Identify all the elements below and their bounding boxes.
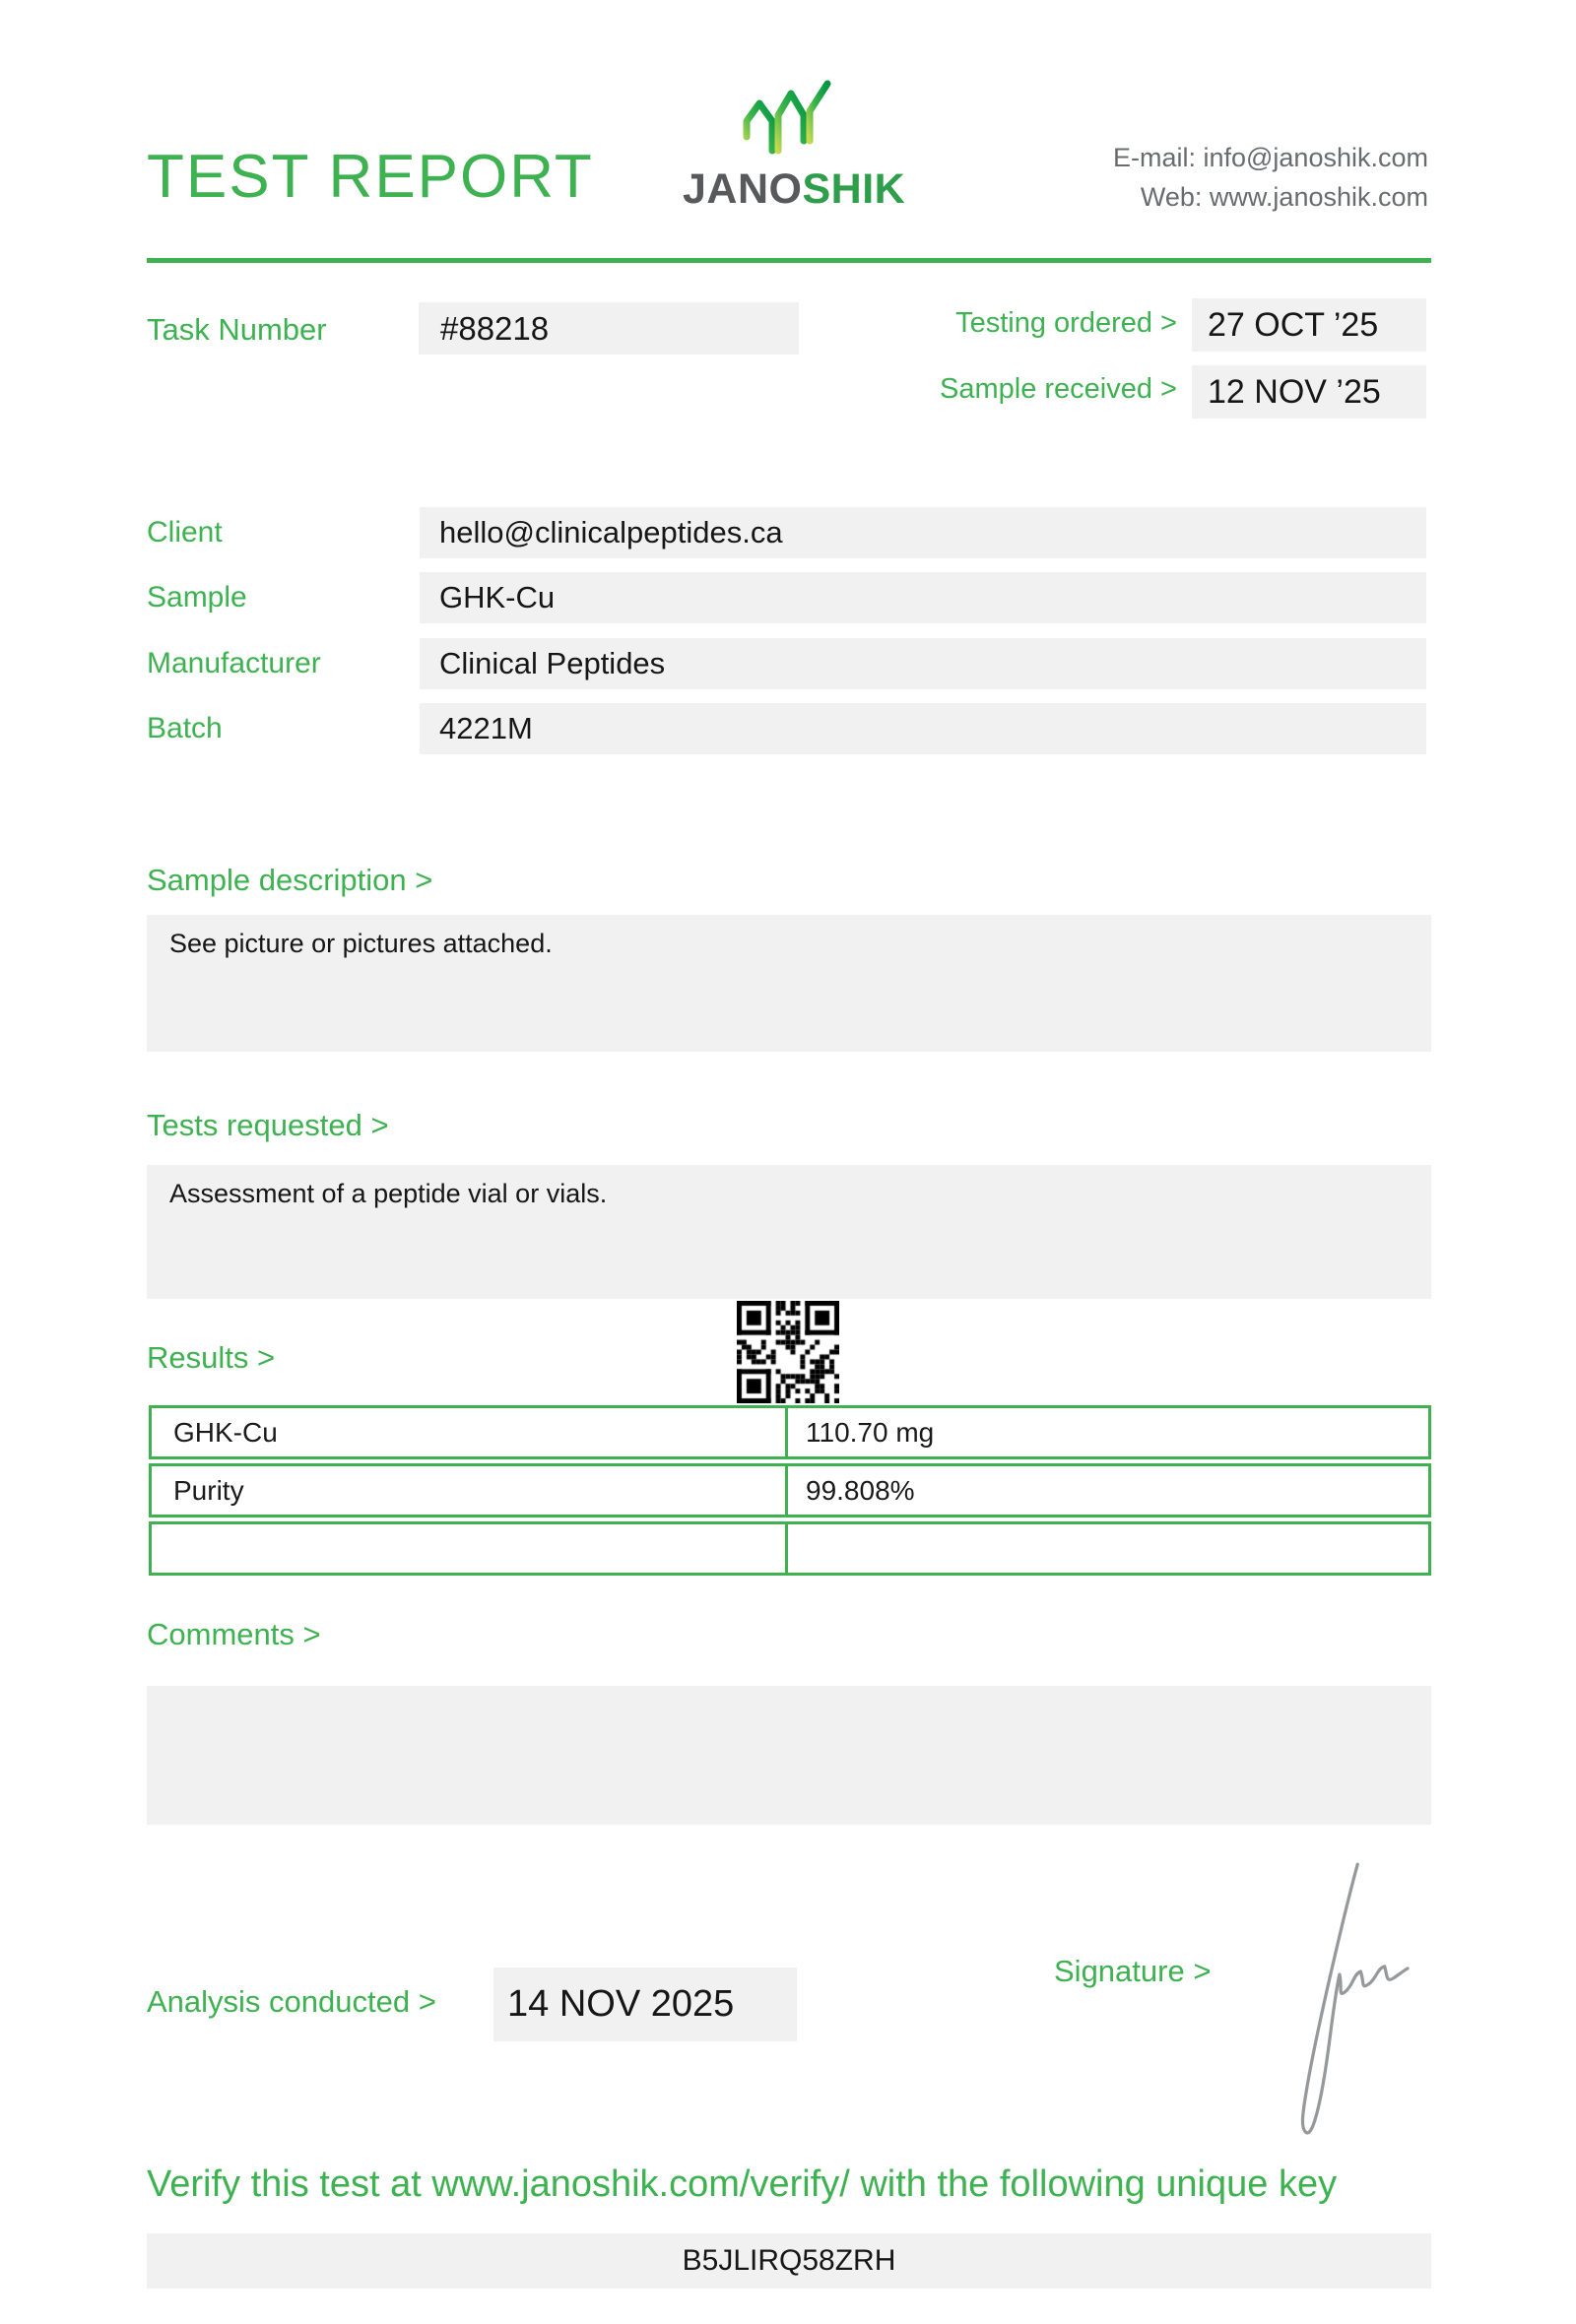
- sample-description-box: [147, 915, 1431, 1052]
- web-line: Web: www.janoshik.com: [1140, 182, 1428, 212]
- results-table: [149, 1405, 1431, 1580]
- sample-description-heading: Sample description >: [147, 863, 433, 897]
- client-value: hello@clinicalpeptides.ca: [439, 515, 783, 549]
- header-divider-line: [147, 258, 1431, 263]
- testing-ordered-value: 27 OCT ’25: [1208, 305, 1379, 344]
- manufacturer-value: Clinical Peptides: [439, 646, 666, 680]
- sample-description-text: See picture or pictures attached.: [169, 929, 553, 958]
- client-label: Client: [147, 516, 223, 549]
- task-number-box: [419, 302, 799, 355]
- table-row: [149, 1463, 1431, 1517]
- sample-received-box: [1192, 365, 1426, 419]
- task-number-value: #88218: [440, 309, 550, 347]
- signature-label: Signature >: [1054, 1954, 1212, 1988]
- batch-value-box: [420, 703, 1426, 754]
- result-value: 99.808%: [806, 1474, 915, 1506]
- testing-ordered-box: [1192, 298, 1426, 352]
- logo-word-shik: SHIK: [802, 165, 906, 213]
- janoshik-chart-icon: [741, 77, 833, 158]
- results-heading: Results >: [147, 1340, 276, 1375]
- qr-code: [737, 1301, 839, 1403]
- analysis-date-value: 14 NOV 2025: [507, 1983, 735, 2025]
- tests-requested-heading: Tests requested >: [147, 1108, 389, 1142]
- sample-received-label: Sample received >: [940, 373, 1177, 405]
- comments-heading: Comments >: [147, 1617, 321, 1651]
- table-row: [149, 1405, 1431, 1459]
- client-value-box: [420, 507, 1426, 558]
- logo-word-jano: JANO: [683, 165, 803, 213]
- task-number-label: Task Number: [147, 312, 327, 347]
- verify-key-value: B5JLIRQ58ZRH: [682, 2244, 896, 2277]
- signature-scribble: [1271, 1856, 1418, 2152]
- page-title: TEST REPORT: [147, 143, 594, 211]
- comments-box: [147, 1686, 1431, 1825]
- manufacturer-label: Manufacturer: [147, 647, 321, 679]
- email-line: E-mail: info@janoshik.com: [1112, 143, 1428, 172]
- tests-requested-text: Assessment of a peptide vial or vials.: [169, 1179, 608, 1208]
- result-name: Purity: [152, 1466, 788, 1515]
- tests-requested-box: [147, 1165, 1431, 1299]
- result-value: [788, 1524, 1428, 1573]
- verify-key-box: [147, 2233, 1431, 2289]
- sample-value-box: [420, 572, 1426, 623]
- analysis-date-box: [493, 1968, 797, 2041]
- sample-received-value: 12 NOV ’25: [1208, 372, 1381, 411]
- sample-label: Sample: [147, 581, 247, 613]
- manufacturer-value-box: [420, 638, 1426, 689]
- batch-label: Batch: [147, 712, 223, 744]
- janoshik-wordmark: [683, 165, 905, 214]
- table-row: [149, 1521, 1431, 1576]
- result-name: GHK-Cu: [152, 1408, 788, 1456]
- result-value: 110.70 mg: [806, 1416, 935, 1448]
- batch-value: 4221M: [439, 711, 533, 745]
- verify-instruction: Verify this test at www.janoshik.com/verify/ with the following unique key: [147, 2163, 1338, 2205]
- sample-value: GHK-Cu: [439, 580, 556, 614]
- analysis-conducted-label: Analysis conducted >: [147, 1984, 436, 2019]
- comments-text: [147, 1686, 1431, 1700]
- result-name: [152, 1524, 788, 1573]
- testing-ordered-label: Testing ordered >: [955, 307, 1177, 339]
